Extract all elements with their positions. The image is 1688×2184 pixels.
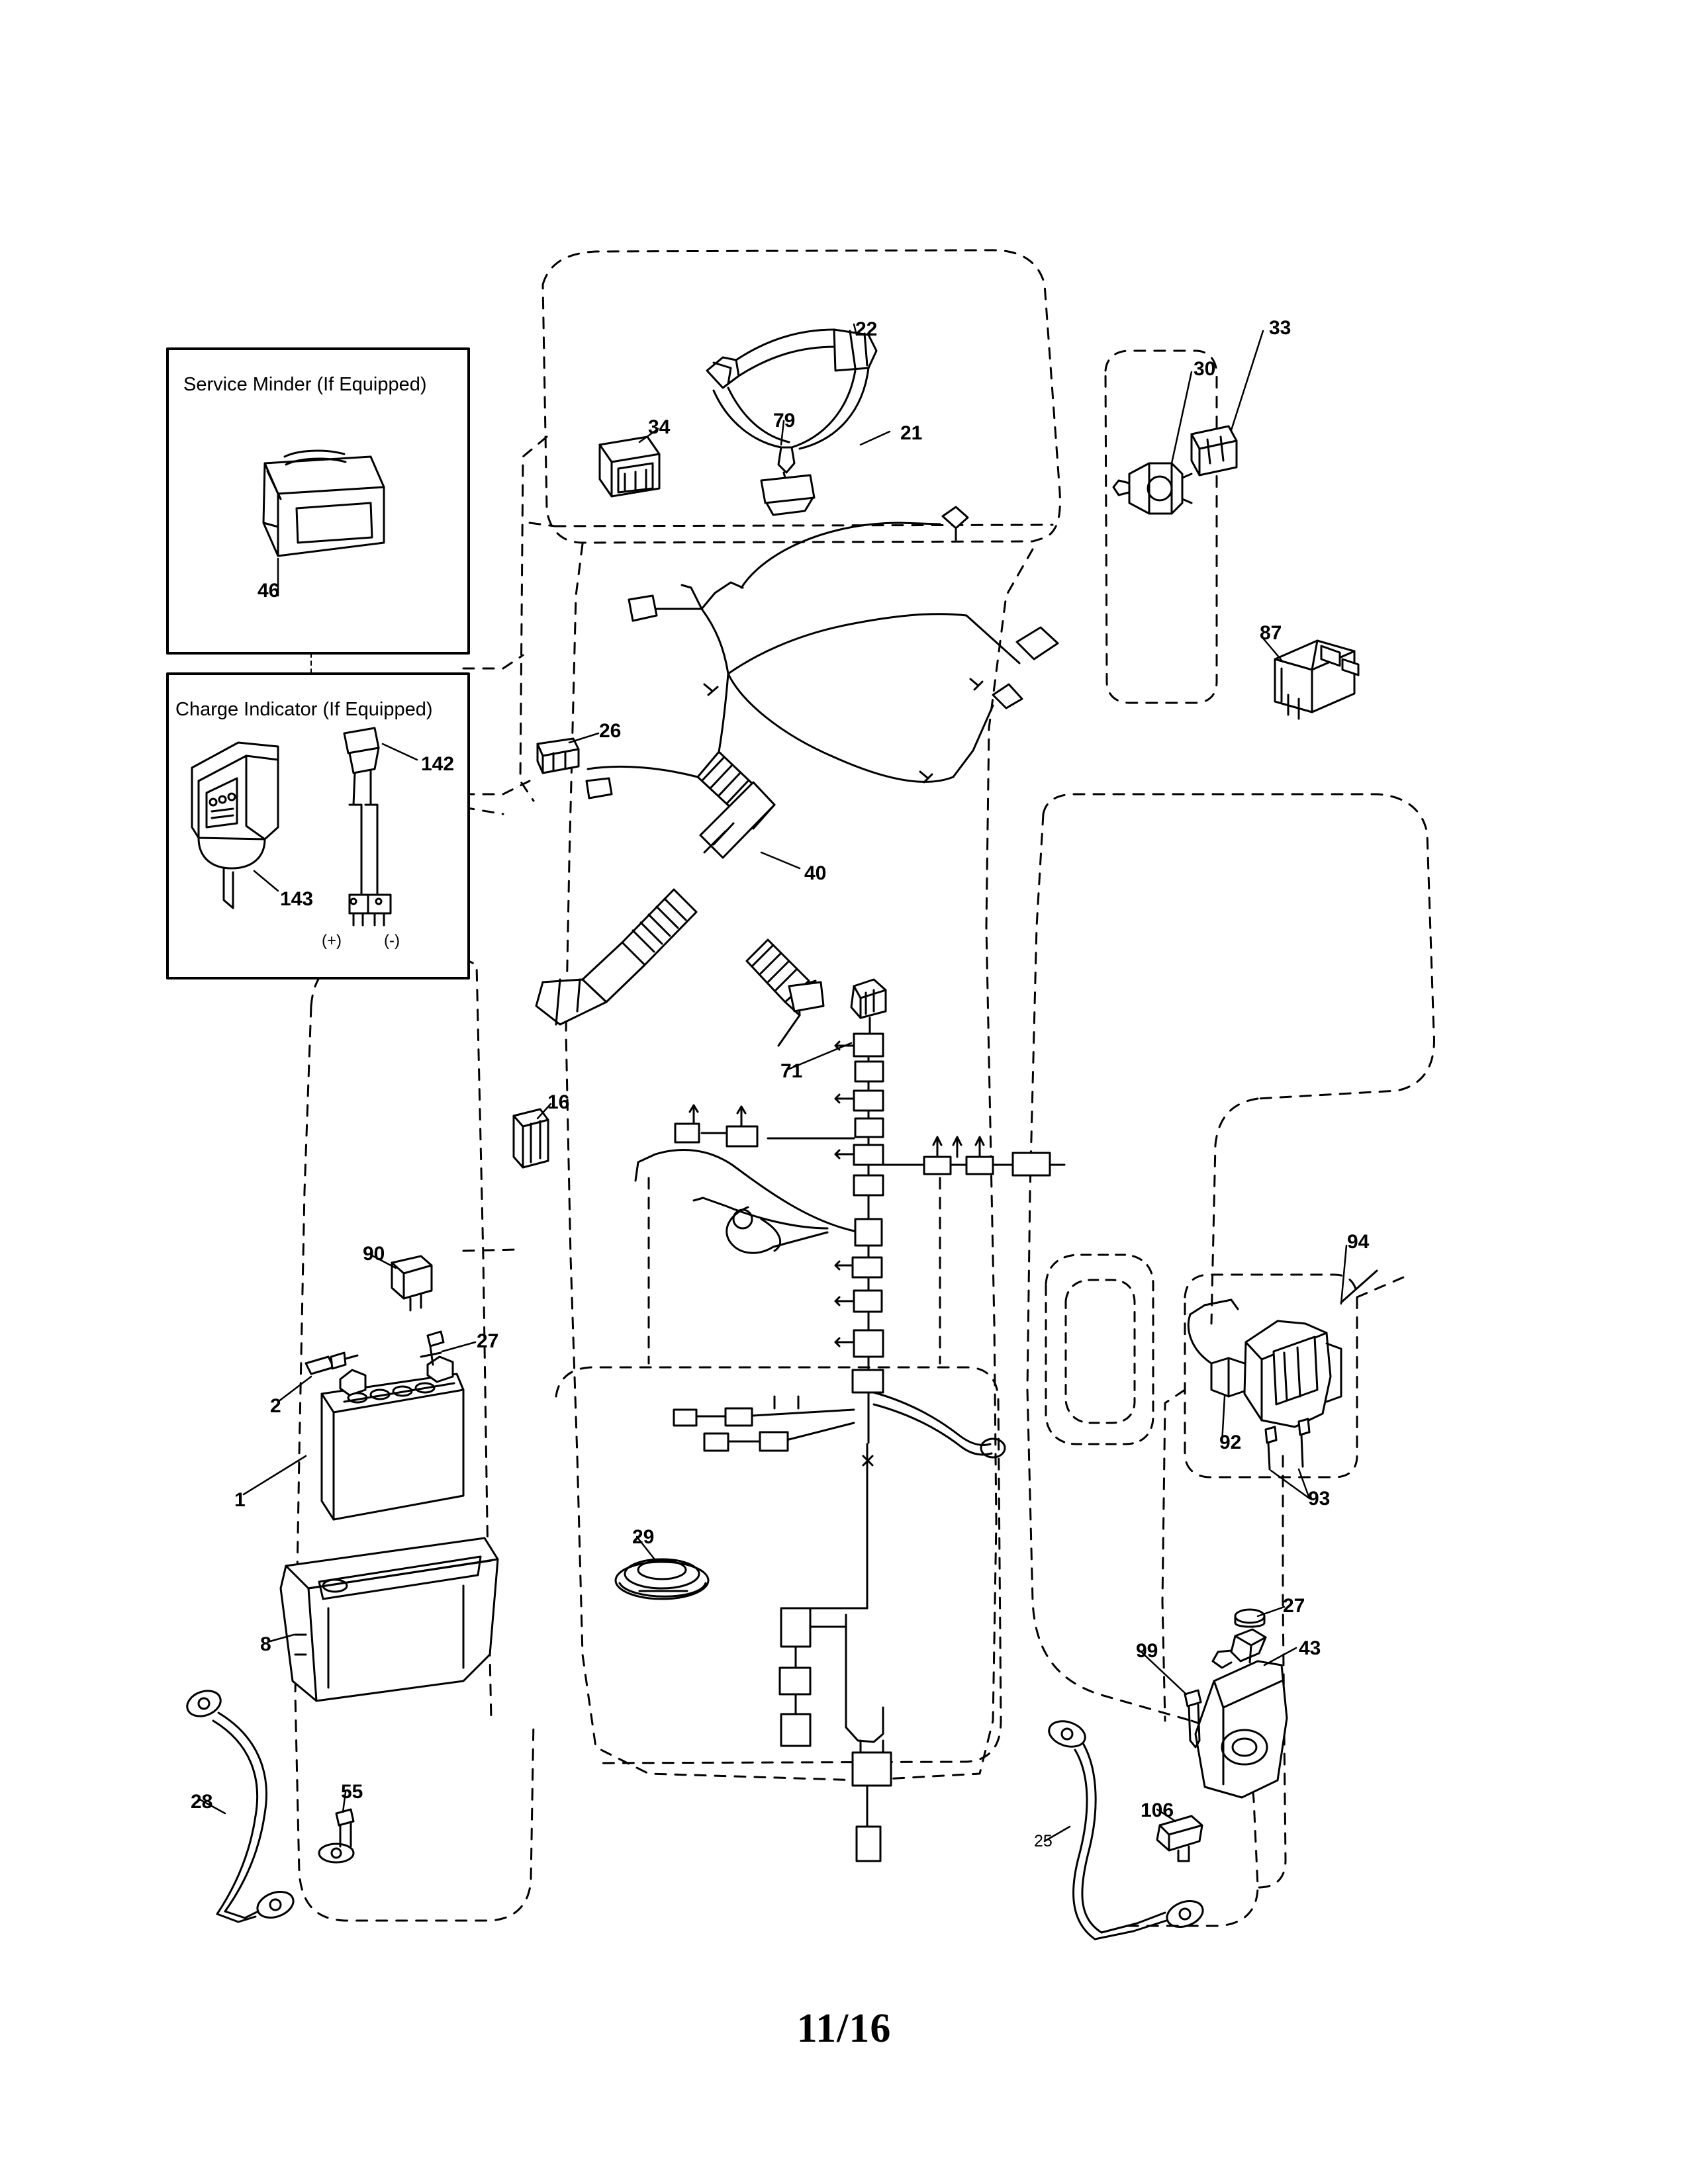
callout-27-battery: 27 [477,1330,499,1352]
callout-2: 2 [270,1395,281,1417]
callout-1: 1 [234,1489,246,1511]
callout-142: 142 [421,753,455,775]
polarity-positive-label: (+) [322,932,342,950]
callout-46: 46 [258,580,280,602]
callout-87: 87 [1260,622,1282,644]
polarity-negative-label: (-) [384,932,400,950]
callout-25: 25 [1034,1832,1053,1850]
callout-79: 79 [773,410,796,432]
callout-16: 16 [547,1091,570,1113]
callout-28: 28 [191,1791,213,1813]
callout-21: 21 [900,422,923,444]
inset-title-charge-indicator: Charge Indicator (If Equipped) [175,699,433,720]
callout-71: 71 [780,1060,803,1082]
callout-99: 99 [1136,1640,1158,1662]
callout-43: 43 [1299,1637,1321,1659]
callout-34: 34 [648,416,671,438]
callout-8: 8 [260,1633,271,1655]
callout-22: 22 [855,318,878,340]
inset-title-service-minder: Service Minder (If Equipped) [183,374,427,395]
callout-26: 26 [599,720,622,742]
callout-92: 92 [1219,1432,1242,1453]
page-number: 11/16 [796,2006,892,2051]
callout-55: 55 [341,1781,363,1803]
callout-106: 106 [1141,1799,1174,1821]
callout-90: 90 [363,1243,385,1265]
callout-27-starter: 27 [1283,1595,1305,1617]
callout-93: 93 [1308,1488,1331,1510]
callout-30: 30 [1194,358,1216,380]
callout-29: 29 [632,1526,655,1548]
callout-143: 143 [280,888,314,910]
callout-40: 40 [804,862,827,884]
callout-33: 33 [1269,317,1291,339]
callout-94: 94 [1347,1231,1370,1253]
